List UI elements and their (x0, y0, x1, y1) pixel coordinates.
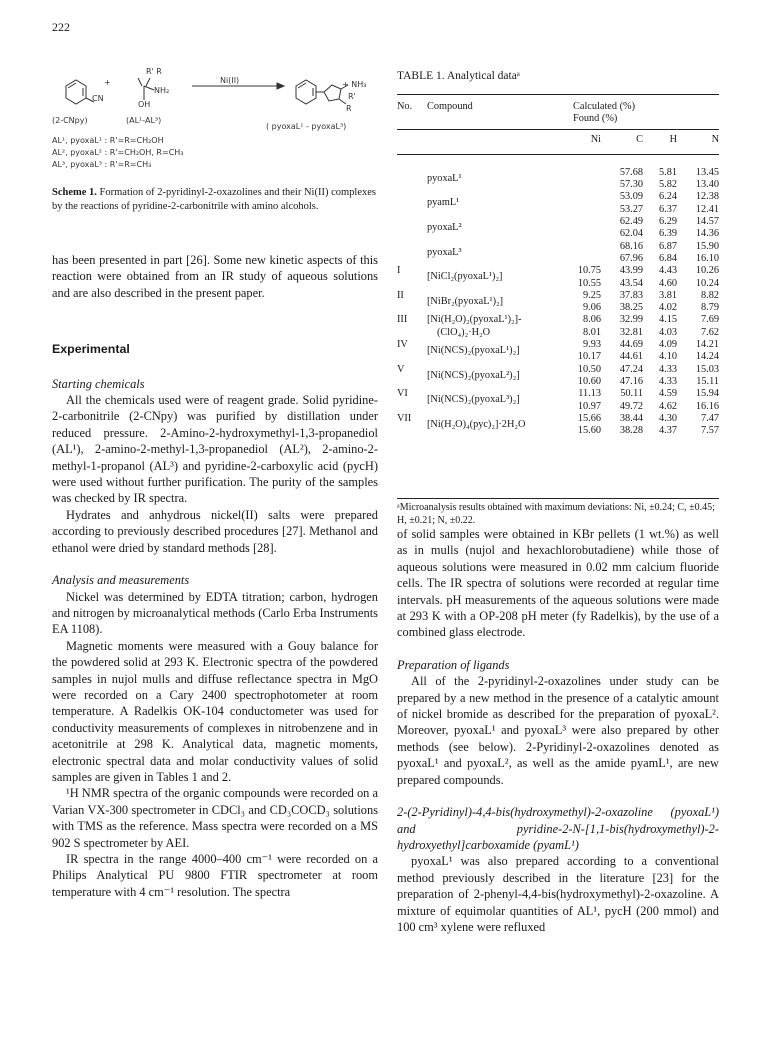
analysis-paragraph-4: IR spectra in the range 4000–400 cm⁻¹ were recorded on a Philips Analytical PU 9800 FTIR spectrometer at room temperature with 4 cm⁻¹ resolution. The spectra (52, 852, 378, 899)
calc-value: 6.24 (658, 191, 677, 203)
scheme-caption-text: Formation of 2-pyridinyl-2-oxazolines and their Ni(II) complexes by the reactions of pyridine-2-carbonitrile with amino alcohols. (52, 187, 376, 212)
found-value (559, 228, 601, 240)
calc-value: 38.44 (619, 412, 643, 424)
starting-chemicals-paragraph-1: All the chemicals used were of reagent grade. Solid pyridine-2-carbonitrile (2-CNpy) was purified by distillation under reduced pressure. 2-Amino-2-hydroxymethyl-1,3-propanediol (AL¹), 2-amino-2-methyl-1,3-propanediol (AL²), 2-amino-2-methyl-1-propanol (AL³) and pyridine-2-carboxylic acid (pycH) were used without further purification. The purity of the samples was checked by IR spectra. (52, 393, 378, 506)
table-row (397, 339, 719, 351)
row-compound: [Ni(NCS)₂(pyoxaL¹)₂] (427, 345, 520, 357)
calc-value: 50.11 (620, 388, 643, 400)
table-row (397, 191, 719, 203)
row-number: IV (397, 339, 408, 351)
found-value: 4.37 (658, 425, 677, 437)
found-value: 38.28 (619, 425, 643, 437)
found-value: 4.62 (658, 400, 677, 412)
scheme-r-prime: R' (348, 92, 356, 101)
calc-value: 43.99 (619, 265, 643, 277)
scheme-r: R (346, 104, 352, 113)
analysis-heading: Analysis and measurements (52, 573, 190, 588)
experimental-heading: Experimental (52, 342, 130, 357)
header-found: Found (%) (573, 113, 618, 125)
row-compound: pyoxaL³ (427, 246, 462, 258)
row-compound: [Ni(NCS)₂(pyoxaL³)₂] (427, 394, 520, 406)
calc-value: 6.29 (658, 216, 677, 228)
calc-value: 47.24 (619, 363, 643, 375)
row-compound: pyoxaL¹ (427, 172, 462, 184)
found-value: 53.27 (619, 203, 643, 215)
calc-value: 3.81 (658, 289, 677, 301)
calc-value: 12.38 (695, 191, 719, 203)
analysis-paragraph-3: ¹H NMR spectra of the organic compounds were recorded on a Varian VX-300 spectrometer in CDCl₃ and CD₃COCD₃ solutions with TMS as the reference. Mass spectra were recorded on a MS 902 S spectrometer by AEI. (52, 786, 378, 850)
scheme-oh: OH (138, 100, 151, 109)
header-c: C (636, 133, 643, 145)
calc-value: 8.06 (582, 314, 601, 326)
found-value: 43.54 (619, 277, 643, 289)
found-value: 10.17 (577, 351, 601, 363)
found-value: 16.16 (695, 400, 719, 412)
table-body (397, 167, 719, 438)
row-compound: [Ni(H₂O)₂(pyoxaL¹)₂]- (427, 314, 522, 326)
header-n: N (711, 133, 719, 145)
header-compound: Compound (427, 101, 473, 112)
found-value: 32.81 (619, 326, 643, 338)
calc-value: 4.09 (658, 339, 677, 351)
table-row (397, 364, 719, 376)
scheme-label-al: (AL¹-AL³) (126, 116, 162, 125)
row-number: I (397, 265, 401, 277)
calc-value: 15.66 (577, 412, 601, 424)
row-number (397, 216, 427, 241)
analytical-data-table (397, 94, 719, 437)
row-compound: pyamL¹ (427, 197, 460, 209)
calc-value: 15.03 (695, 363, 719, 375)
found-value: 6.37 (658, 203, 677, 215)
found-value: 6.39 (658, 228, 677, 240)
calc-value: 13.45 (695, 166, 719, 178)
reaction-scheme (52, 56, 382, 180)
scheme-plus: + (104, 78, 111, 87)
calc-value: 4.30 (658, 412, 677, 424)
analysis-paragraph-1: Nickel was determined by EDTA titration; carbon, hydrogen and nitrogen by microanalytical methods (Carlo Erba Instruments EA 1108). (52, 589, 378, 637)
calc-value: 57.68 (619, 166, 643, 178)
scheme-caption-label: Scheme 1. (52, 187, 97, 198)
found-value: 4.33 (658, 375, 677, 387)
right-column (397, 526, 719, 935)
row-number: III (397, 314, 408, 326)
table-row (397, 241, 719, 253)
calc-value: 4.15 (658, 314, 677, 326)
calc-value: 4.43 (658, 265, 677, 277)
found-value: 62.04 (619, 228, 643, 240)
header-no: No. (397, 101, 413, 112)
found-value: 4.60 (658, 277, 677, 289)
row-compound: [NiCl₂(pyoxaL¹)₂] (427, 271, 503, 283)
scheme-r-label: R' R (146, 67, 162, 76)
row-compound: [Ni(H₂O)₄(pyc)₂]·2H₂O (427, 418, 526, 430)
calc-value: 10.26 (695, 265, 719, 277)
found-value (559, 179, 601, 191)
found-value: 10.55 (577, 277, 601, 289)
row-compound: pyoxaL² (427, 222, 462, 234)
table-row-found (397, 327, 719, 339)
found-value: 44.61 (619, 351, 643, 363)
found-value: 12.41 (695, 203, 719, 215)
calc-value: 6.87 (658, 240, 677, 252)
row-compound: [Ni(NCS)₂(pyoxaL²)₂] (427, 369, 520, 381)
calc-value: 68.16 (619, 240, 643, 252)
calc-value: 7.69 (700, 314, 719, 326)
found-value (559, 204, 601, 216)
continued-paragraph: of solid samples were obtained in KBr pellets (1 wt.%) as well as in mulls (nujol and hexachlorobutadiene) while those of aqueous solutions were measured in 0.02 mm calcium fluoride cells. The IR spectra of solutions were recorded at regular time intervals. pH measurements of the aqueous solutions were made at 293 K with a OP-208 pH meter (fy Radelkis), by the use of a combined glass electrode. (397, 527, 719, 640)
row-number (397, 191, 427, 216)
found-value: 57.30 (619, 179, 643, 191)
row-compound-continued: (ClO₄)₂·H₂O (437, 326, 491, 338)
table-footnote: ᵃMicroanalysis results obtained with maximum deviations: Ni, ±0.24; C, ±0.45; H, ±0.21; N, ±0.22. (397, 502, 715, 526)
calc-value: 15.90 (695, 240, 719, 252)
preparation-paragraph: All of the 2-pyridinyl-2-oxazolines under study can be prepared by a new method in the presence of a catalytic amount of nickel bromide as described for the preparation of pyoxaL². Moreover, pyoxaL¹ and pyoxaL³ were also prepared by other methods (see below). 2-Pyridinyl-2-oxazolines denoted as pyoxaL¹ and pyoxaL², as well as the amide pyamL¹, are new prepared compounds. (397, 674, 719, 787)
intro-paragraph: has been presented in part [26]. Some new kinetic aspects of this reaction were obtained from an IR study of aqueous solutions and are also described in the present paper. (52, 253, 378, 300)
found-value: 13.40 (695, 179, 719, 191)
page-number: 222 (52, 20, 70, 34)
row-number: II (397, 289, 404, 301)
calc-value: 10.75 (577, 265, 601, 277)
found-value: 15.11 (696, 375, 719, 387)
table-row (397, 388, 719, 400)
row-number (397, 241, 427, 266)
row-number (397, 167, 427, 192)
table-row (397, 265, 719, 277)
calc-value: 62.49 (619, 216, 643, 228)
found-value: 47.16 (619, 375, 643, 387)
calc-value: 9.93 (582, 339, 601, 351)
scheme-def-2: AL², pyoxaL² : R'=CH₂OH, R=CH₃ (52, 148, 184, 157)
scheme-caption (52, 186, 378, 213)
calc-value: 8.82 (700, 289, 719, 301)
found-value: 5.82 (658, 179, 677, 191)
calc-value (559, 167, 601, 179)
calc-value (559, 241, 601, 253)
found-value: 15.60 (577, 425, 601, 437)
calc-value: 5.81 (658, 166, 677, 178)
found-value: 7.57 (700, 425, 719, 437)
found-value: 14.36 (695, 228, 719, 240)
calc-value: 15.94 (695, 388, 719, 400)
header-calculated: Calculated (%) (573, 101, 636, 112)
scheme-nh3: + NH₃ (342, 80, 367, 89)
pyoxal1-paragraph: pyoxaL¹ was also prepared according to a conventional method previously described in the literature [23] for the preparation of 2-phenyl-4,4-bis(hydroxymethyl)-2-oxazoline. A mixture of equimolar quantities of AL¹, pycH (200 mmol) and 100 cm³ xylene were refluxed (397, 854, 719, 934)
found-value: 16.10 (695, 252, 719, 264)
calc-value: 32.99 (619, 314, 643, 326)
table-row (397, 167, 719, 179)
scheme-def-3: AL³, pyoxaL³ : R'=R=CH₃ (52, 160, 152, 169)
found-value: 67.96 (619, 252, 643, 264)
found-value: 10.24 (695, 277, 719, 289)
found-value: 7.62 (700, 326, 719, 338)
calc-value: 14.57 (695, 216, 719, 228)
found-value: 4.02 (658, 302, 677, 314)
found-value: 4.03 (658, 326, 677, 338)
calc-value: 53.09 (619, 191, 643, 203)
preparation-heading: Preparation of ligands (397, 657, 510, 672)
calc-value (559, 191, 601, 203)
calc-value (559, 216, 601, 228)
scheme-def-1: AL¹, pyoxaL¹ : R'=R=CH₂OH (52, 136, 164, 145)
table-row (397, 290, 719, 302)
found-value: 8.79 (700, 302, 719, 314)
calc-value: 44.69 (619, 339, 643, 351)
calc-value: 10.50 (577, 363, 601, 375)
found-value: 10.97 (577, 400, 601, 412)
calc-value: 11.13 (578, 388, 601, 400)
calc-value: 37.83 (619, 289, 643, 301)
starting-chemicals-paragraph-2: Hydrates and anhydrous nickel(II) salts were prepared according to previously described procedures [27]. Methanol and ethanol were dried by standard methods [28]. (52, 507, 378, 555)
found-value: 14.24 (695, 351, 719, 363)
table-caption: TABLE 1. Analytical dataᵃ (397, 70, 520, 82)
left-column (52, 252, 378, 900)
found-value: 8.01 (582, 326, 601, 338)
scheme-nh2: NH₂ (154, 86, 170, 95)
starting-chemicals-heading: Starting chemicals (52, 376, 145, 391)
header-h: H (669, 133, 677, 145)
table-row (397, 216, 719, 228)
calc-value: 4.33 (658, 363, 677, 375)
analysis-paragraph-2: Magnetic moments were measured with a Gouy balance for the powdered solid at 293 K. Electronic spectra of the powdered samples in nujol mulls and diffuse reflectance spectra in MgO were recorded on a Cary 2400 spectrophotometer at room temperature. A Radelkis OK-104 conductometer was used for conductivity measurements of complexes in nitrobenzene and in acetonitrile at 298 K. Analytical data, magnetic moments, electronic spectral data and molar conductivity values of solid samples are given in Tables 1 and 2. (52, 638, 378, 784)
found-value (559, 253, 601, 265)
table-row (397, 413, 719, 425)
found-value: 38.25 (619, 302, 643, 314)
table-footnote-rule (397, 498, 719, 499)
row-number: V (397, 363, 405, 375)
calc-value: 9.25 (582, 289, 601, 301)
scheme-label-2cnpy: (2-CNpy) (52, 116, 88, 125)
calc-value: 4.59 (658, 388, 677, 400)
header-ni: Ni (590, 133, 601, 145)
table-row (397, 314, 719, 326)
found-value: 9.06 (582, 302, 601, 314)
scheme-catalyst: Ni(II) (220, 76, 240, 85)
row-compound: [NiBr₂(pyoxaL¹)₂] (427, 295, 504, 307)
calc-value: 14.21 (695, 339, 719, 351)
scheme-cn: CN (92, 94, 104, 103)
found-value: 6.84 (658, 252, 677, 264)
calc-value: 7.47 (700, 412, 719, 424)
found-value: 4.10 (658, 351, 677, 363)
found-value: 49.72 (619, 400, 643, 412)
row-number: VI (397, 388, 408, 400)
scheme-label-product: ( pyoxaL¹ - pyoxaL³) (266, 122, 347, 131)
row-number: VII (397, 412, 412, 424)
found-value: 10.60 (577, 375, 601, 387)
pyoxal1-heading: 2-(2-Pyridinyl)-4,4-bis(hydroxymethyl)-2-oxazoline (pyoxaL¹) and pyridine-2-N-[1,1-bis(hydroxymethyl)-2-hydroxyethyl]carboxamide (pyamL¹) (397, 805, 719, 852)
